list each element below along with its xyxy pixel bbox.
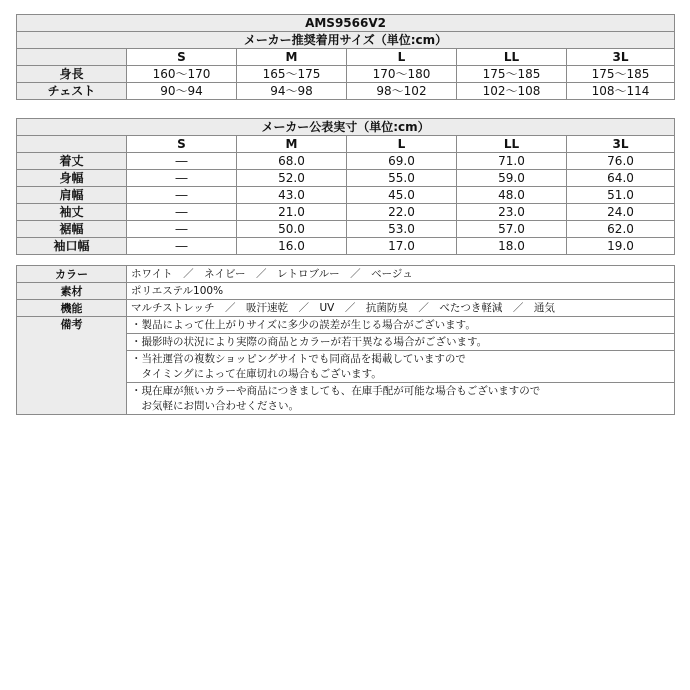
cell-value: 76.0 — [567, 153, 675, 170]
cell-value: 23.0 — [457, 204, 567, 221]
size-header: LL — [457, 49, 567, 66]
table-row — [17, 170, 675, 187]
cell-value: 175～185 — [457, 66, 567, 83]
note-text: ・当社運営の複数ショッピングサイトでも同商品を掲載していますので — [131, 352, 466, 365]
size-header: 3L — [567, 49, 675, 66]
row-label: 肩幅 — [17, 187, 127, 204]
cell-value: 165～175 — [237, 66, 347, 83]
product-code: AMS9566V2 — [17, 15, 675, 32]
cell-value: 53.0 — [347, 221, 457, 238]
measurements-title: メーカー公表実寸（単位:cm） — [17, 119, 675, 136]
row-label: 裾幅 — [17, 221, 127, 238]
note-text: お気軽にお問い合わせください。 — [131, 399, 299, 412]
cell-value: 102～108 — [457, 83, 567, 100]
note-text: ・現在庫が無いカラーや商品につきましても、在庫手配が可能な場合もございますので — [131, 384, 541, 397]
color-value: ホワイト ／ ネイビー ／ レトロブルー ／ ベージュ — [127, 266, 675, 283]
cell-value: 160～170 — [127, 66, 237, 83]
cell-value: ― — [127, 187, 237, 204]
cell-value: 51.0 — [567, 187, 675, 204]
cell-value: 57.0 — [457, 221, 567, 238]
cell-value: 108～114 — [567, 83, 675, 100]
cell-value: 24.0 — [567, 204, 675, 221]
cell-value: 45.0 — [347, 187, 457, 204]
cell-value: ― — [127, 170, 237, 187]
function-row — [17, 300, 675, 317]
note-text: ・製品によって仕上がりサイズに多少の誤差が生じる場合がございます。 — [127, 317, 675, 334]
material-value: ポリエステル100% — [127, 283, 675, 300]
cell-value: ― — [127, 204, 237, 221]
cell-value: 175～185 — [567, 66, 675, 83]
table-row — [17, 83, 675, 100]
table-row — [17, 221, 675, 238]
product-info-table — [16, 265, 675, 415]
corner-cell — [17, 136, 127, 153]
measurements-table — [16, 118, 675, 255]
cell-value: ― — [127, 221, 237, 238]
table-row — [17, 187, 675, 204]
cell-value: ― — [127, 238, 237, 255]
size-header: S — [127, 136, 237, 153]
recommended-size-title: メーカー推奨着用サイズ（単位:cm） — [17, 32, 675, 49]
size-header: L — [347, 136, 457, 153]
cell-value: 16.0 — [237, 238, 347, 255]
cell-value: 48.0 — [457, 187, 567, 204]
cell-value: 62.0 — [567, 221, 675, 238]
cell-value: 22.0 — [347, 204, 457, 221]
row-label: チェスト — [17, 83, 127, 100]
cell-value: 19.0 — [567, 238, 675, 255]
cell-value: 69.0 — [347, 153, 457, 170]
cell-value: 64.0 — [567, 170, 675, 187]
cell-value: 52.0 — [237, 170, 347, 187]
material-row — [17, 283, 675, 300]
row-label: 身長 — [17, 66, 127, 83]
cell-value: 90～94 — [127, 83, 237, 100]
cell-value: 55.0 — [347, 170, 457, 187]
row-label: 身幅 — [17, 170, 127, 187]
cell-value: 71.0 — [457, 153, 567, 170]
corner-cell — [17, 49, 127, 66]
size-header: 3L — [567, 136, 675, 153]
table-row — [17, 238, 675, 255]
cell-value: 50.0 — [237, 221, 347, 238]
cell-value: 170～180 — [347, 66, 457, 83]
cell-value: 18.0 — [457, 238, 567, 255]
row-label: 袖口幅 — [17, 238, 127, 255]
material-label: 素材 — [17, 283, 127, 300]
cell-value: ― — [127, 153, 237, 170]
cell-value: 43.0 — [237, 187, 347, 204]
cell-value: 59.0 — [457, 170, 567, 187]
size-header: S — [127, 49, 237, 66]
note-row — [17, 317, 675, 334]
color-label: カラー — [17, 266, 127, 283]
row-label: 着丈 — [17, 153, 127, 170]
recommended-size-table — [16, 14, 675, 100]
row-label: 袖丈 — [17, 204, 127, 221]
size-header: M — [237, 136, 347, 153]
notes-label: 備考 — [17, 317, 127, 415]
table-row — [17, 204, 675, 221]
cell-value: 21.0 — [237, 204, 347, 221]
cell-value: 94～98 — [237, 83, 347, 100]
table-row — [17, 66, 675, 83]
note-text: タイミングによって在庫切れの場合もございます。 — [131, 367, 382, 380]
note-cell — [127, 351, 675, 383]
note-cell — [127, 383, 675, 415]
color-row — [17, 266, 675, 283]
cell-value: 98～102 — [347, 83, 457, 100]
cell-value: 68.0 — [237, 153, 347, 170]
size-header: M — [237, 49, 347, 66]
cell-value: 17.0 — [347, 238, 457, 255]
size-header: L — [347, 49, 457, 66]
size-header: LL — [457, 136, 567, 153]
function-value: マルチストレッチ ／ 吸汗速乾 ／ UV ／ 抗菌防臭 ／ べたつき軽減 ／ 通気 — [127, 300, 675, 317]
note-text: ・撮影時の状況により実際の商品とカラーが若干異なる場合がございます。 — [127, 334, 675, 351]
table-row — [17, 153, 675, 170]
function-label: 機能 — [17, 300, 127, 317]
